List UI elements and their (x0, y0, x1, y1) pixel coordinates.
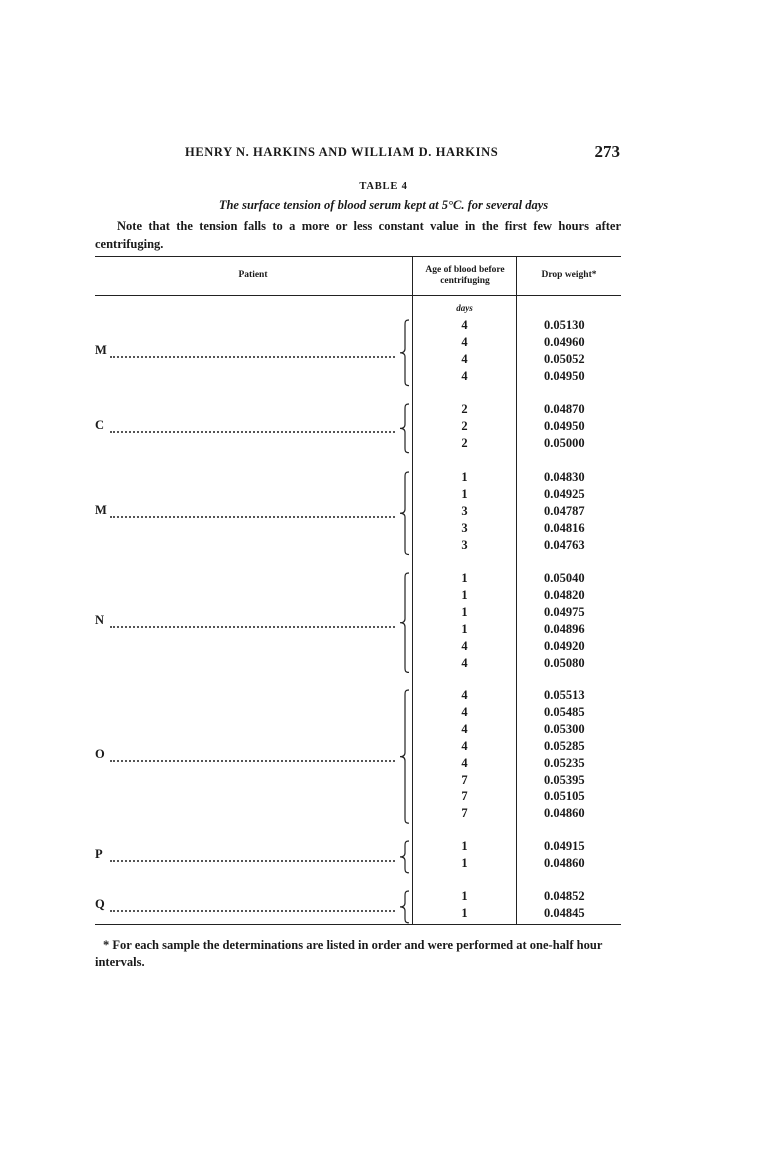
drop-weight-cell: 0.05513 (544, 688, 585, 702)
dot-leader (110, 514, 395, 518)
age-cell: 1 (461, 587, 468, 602)
drop-weight-cell: 0.04925 (544, 486, 585, 501)
age-cell: 2 (461, 402, 468, 416)
header-bottom-rule (95, 295, 621, 296)
age-cell: 4 (461, 368, 468, 383)
patient-label: N (95, 612, 105, 627)
age-cell: 7 (461, 772, 468, 787)
age-cell: 4 (461, 318, 468, 332)
age-cell: 7 (461, 789, 468, 804)
drop-weight-cell: 0.04960 (544, 334, 585, 349)
group-brace (397, 572, 411, 673)
patient-label: M (95, 342, 107, 357)
dot-leader (110, 354, 395, 358)
age-cell: 1 (461, 889, 468, 903)
dot-leader (110, 758, 395, 762)
age-cell: 3 (461, 503, 468, 518)
group-brace (397, 471, 411, 556)
table-bottom-rule (95, 924, 621, 925)
drop-weight-cell: 0.04920 (544, 638, 585, 653)
drop-weight-cell: 0.05235 (544, 755, 585, 770)
group-brace (397, 840, 411, 874)
drop-weight-cell: 0.05000 (544, 435, 585, 450)
drop-weight-cell: 0.05105 (544, 789, 585, 804)
header-patient: Patient (238, 270, 268, 280)
age-cell: 2 (461, 418, 468, 433)
group-brace (397, 689, 411, 824)
column-divider-right (516, 256, 517, 924)
drop-weight-cell: 0.04820 (544, 587, 585, 602)
drop-weight-cell: 0.05300 (544, 721, 585, 736)
age-cell: 4 (461, 738, 468, 753)
age-cell: 4 (461, 351, 468, 366)
dot-leader (110, 624, 395, 628)
patient-label: P (95, 846, 103, 861)
age-cell: 4 (461, 755, 468, 770)
drop-weight-cell: 0.04915 (544, 839, 585, 853)
patient-label: Q (95, 896, 105, 911)
table-note: Note that the tension falls to a more or less constant value in the first few hours after centrifuging. (95, 219, 621, 251)
drop-weight-cell: 0.04975 (544, 604, 585, 619)
footnote: * For each sample the determinations are listed in order and were performed at one-half hour intervals. (95, 938, 603, 969)
age-cell: 7 (461, 806, 468, 821)
drop-weight-cell: 0.04852 (544, 889, 585, 903)
age-cell: 2 (461, 435, 468, 450)
dot-leader (110, 908, 395, 912)
header-age: Age of blood before centrifuging (425, 265, 505, 286)
dot-leader (110, 858, 395, 862)
age-cell: 1 (461, 470, 468, 484)
age-cell: 1 (461, 855, 468, 870)
age-cell: 1 (461, 905, 468, 920)
patient-label: O (95, 746, 105, 761)
age-cell: 4 (461, 688, 468, 702)
age-cell: 1 (461, 621, 468, 636)
drop-weight-cell: 0.05040 (544, 571, 585, 585)
age-cell: 3 (461, 520, 468, 535)
age-cell: 1 (461, 486, 468, 501)
running-head-authors: HENRY N. HARKINS AND WILLIAM D. HARKINS (185, 145, 499, 159)
drop-weight-cell: 0.04860 (544, 855, 585, 870)
age-cell: 4 (461, 655, 468, 670)
group-brace (397, 319, 411, 387)
drop-weight-cell: 0.05130 (544, 318, 585, 332)
drop-weight-cell: 0.05485 (544, 704, 585, 719)
drop-weight-cell: 0.04950 (544, 368, 585, 383)
group-brace (397, 403, 411, 454)
drop-weight-cell: 0.04787 (544, 503, 585, 518)
drop-weight-cell: 0.04816 (544, 520, 585, 535)
drop-weight-cell: 0.05080 (544, 655, 585, 670)
drop-weight-cell: 0.05395 (544, 772, 585, 787)
age-cell: 4 (461, 638, 468, 653)
drop-weight-cell: 0.04830 (544, 470, 585, 484)
drop-weight-cell: 0.04845 (544, 905, 585, 920)
drop-weight-cell: 0.04950 (544, 418, 585, 433)
dot-leader (110, 429, 395, 433)
drop-weight-cell: 0.04896 (544, 621, 585, 636)
age-cell: 1 (461, 571, 468, 585)
running-head (95, 142, 620, 164)
age-cell: 1 (461, 839, 468, 853)
patient-label: M (95, 503, 107, 518)
table-number: TABLE 4 (359, 181, 408, 192)
drop-weight-cell: 0.05285 (544, 738, 585, 753)
drop-weight-cell: 0.04763 (544, 537, 585, 552)
patient-label: C (95, 418, 105, 433)
age-cell: 1 (461, 604, 468, 619)
drop-weight-cell: 0.05052 (544, 351, 585, 366)
age-cell: 4 (461, 721, 468, 736)
header-drop-weight: Drop weight* (541, 270, 597, 280)
units-days: days (456, 303, 473, 313)
group-brace (397, 890, 411, 924)
drop-weight-cell: 0.04860 (544, 806, 585, 821)
drop-weight-cell: 0.04870 (544, 402, 585, 416)
age-cell: 4 (461, 704, 468, 719)
age-cell: 4 (461, 334, 468, 349)
table-top-rule (95, 256, 621, 257)
table-caption: The surface tension of blood serum kept at 5°C. for several days (218, 198, 549, 212)
age-cell: 3 (461, 537, 468, 552)
page-number: 273 (594, 142, 620, 161)
